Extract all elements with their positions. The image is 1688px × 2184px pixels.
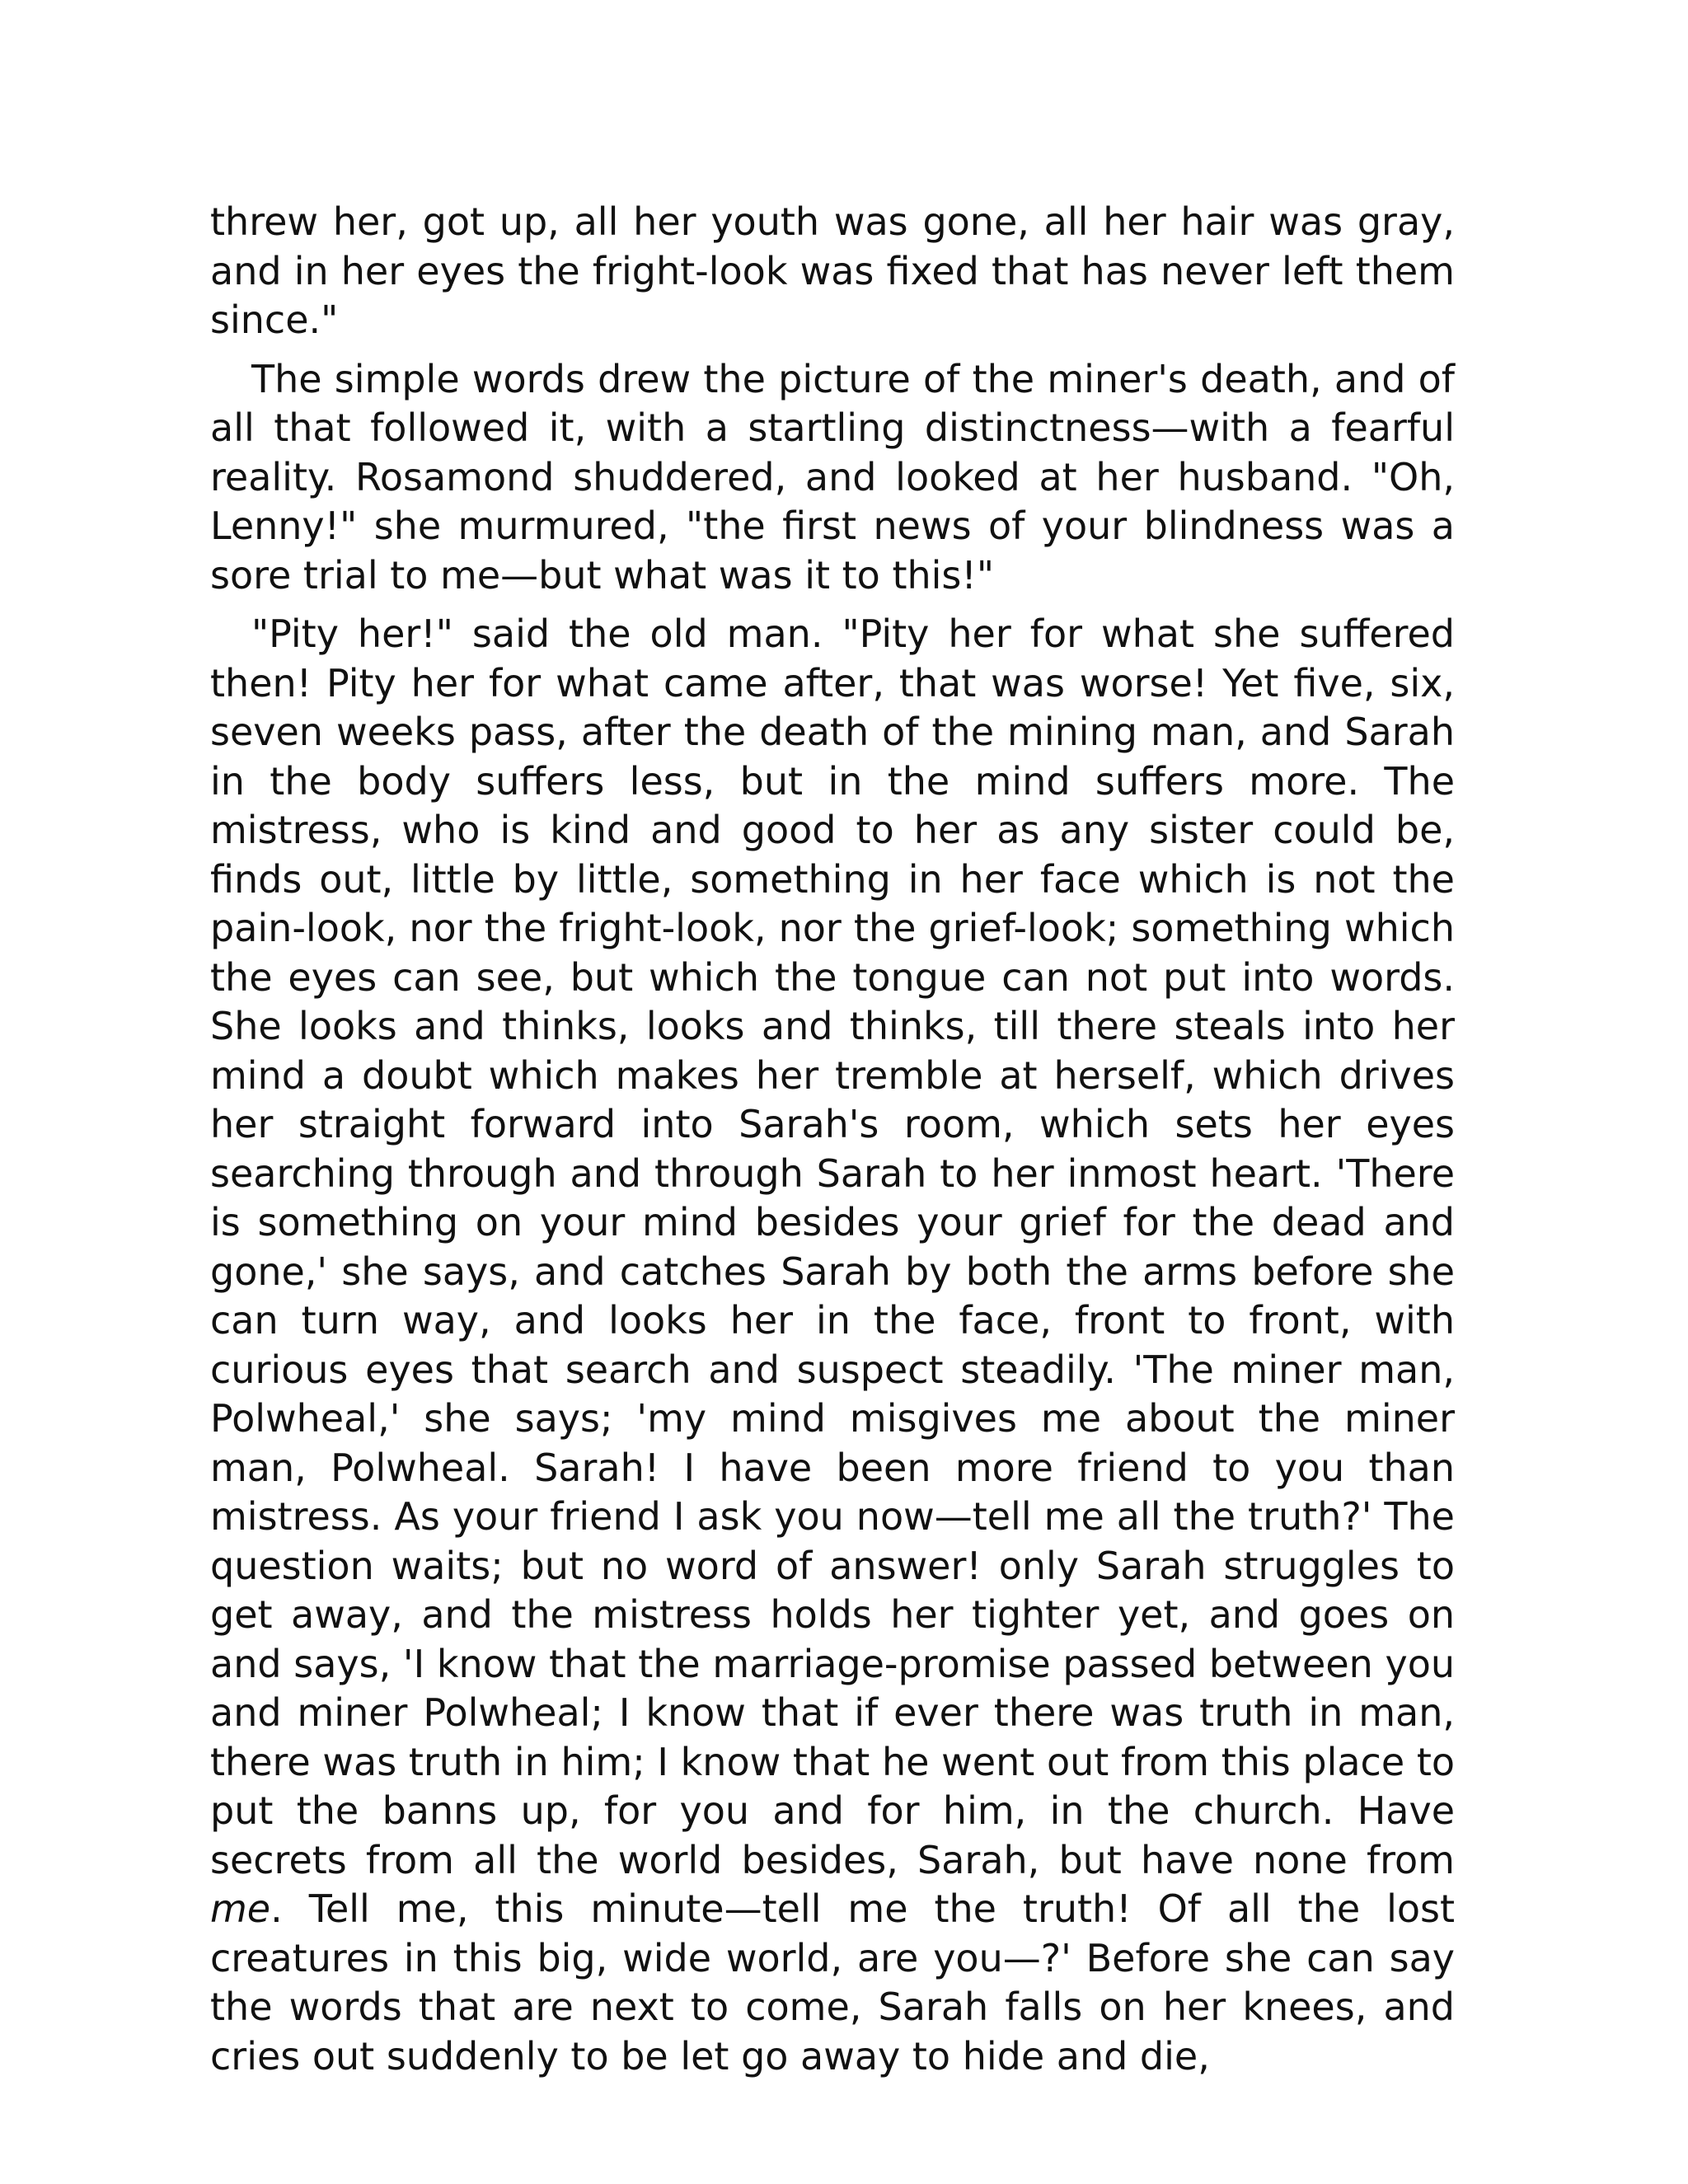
paragraph-1: threw her, got up, all her youth was gone, all her hair was gray, and in her eyes the fright-look was fixed that has never left them since.": [210, 199, 1455, 342]
paragraph-3: [210, 610, 1455, 2081]
page-text: [210, 198, 1455, 2091]
paragraph-3-before: "Pity her!" said the old man. "Pity her for what she suffered then! Pity her for what came after, that was worse! Yet five, six, seven weeks pass, after the death of the mining man, and Sarah in the body suffers less, but in the mind suffers more. The mistress, who is kind and good to her as any sister could be, finds out, little by little, something in her face which is not the pain-look, nor the fright-look, nor the grief-look; something which the eyes can see, but which the tongue can not put into words. She looks and thinks, looks and thinks, till there steals into her mind a doubt which makes her tremble at herself, which drives her straight forward into Sarah's room, which sets her eyes searching through and through Sarah to her inmost heart. 'There is something on your mind besides your grief for the dead and gone,' she says, and catches Sarah by both the arms before she can turn way, and looks her in the face, front to front, with curious eyes that search and suspect steadily. 'The miner man, Polwheal,' she says; 'my mind misgives me about the miner man, Polwheal. Sarah! I have been more friend to you than mistress. As your friend I ask you now—tell me all the truth?' The question waits; but no word of answer! only Sarah struggles to get away, and the mistress holds her tighter yet, and goes on and says, 'I know that the marriage-promise passed between you and miner Polwheal; I know that if ever there was truth in man, there was truth in him; I know that he went out from this place to put the banns up, for you and for him, in the church. Have secrets from all the world besides, Sarah, but have none from: [210, 612, 1455, 1882]
paragraph-2: The simple words drew the picture of the miner's death, and of all that followed it, with a startling distinctness—with a fearful reality. Rosamond shuddered, and looked at her husband. "Oh, Lenny!" she murmured, "the first news of your blindness was a sore trial to me—but what was it to this!": [210, 356, 1455, 598]
paragraph-3-after: . Tell me, this minute—tell me the truth! Of all the lost creatures in this big, wide world, are you—?' Before she can say the words that are next to come, Sarah falls on her knees, and cries out suddenly to be let go away to hide and die,: [210, 1886, 1455, 2079]
emphasis-me: me: [210, 1886, 271, 1931]
